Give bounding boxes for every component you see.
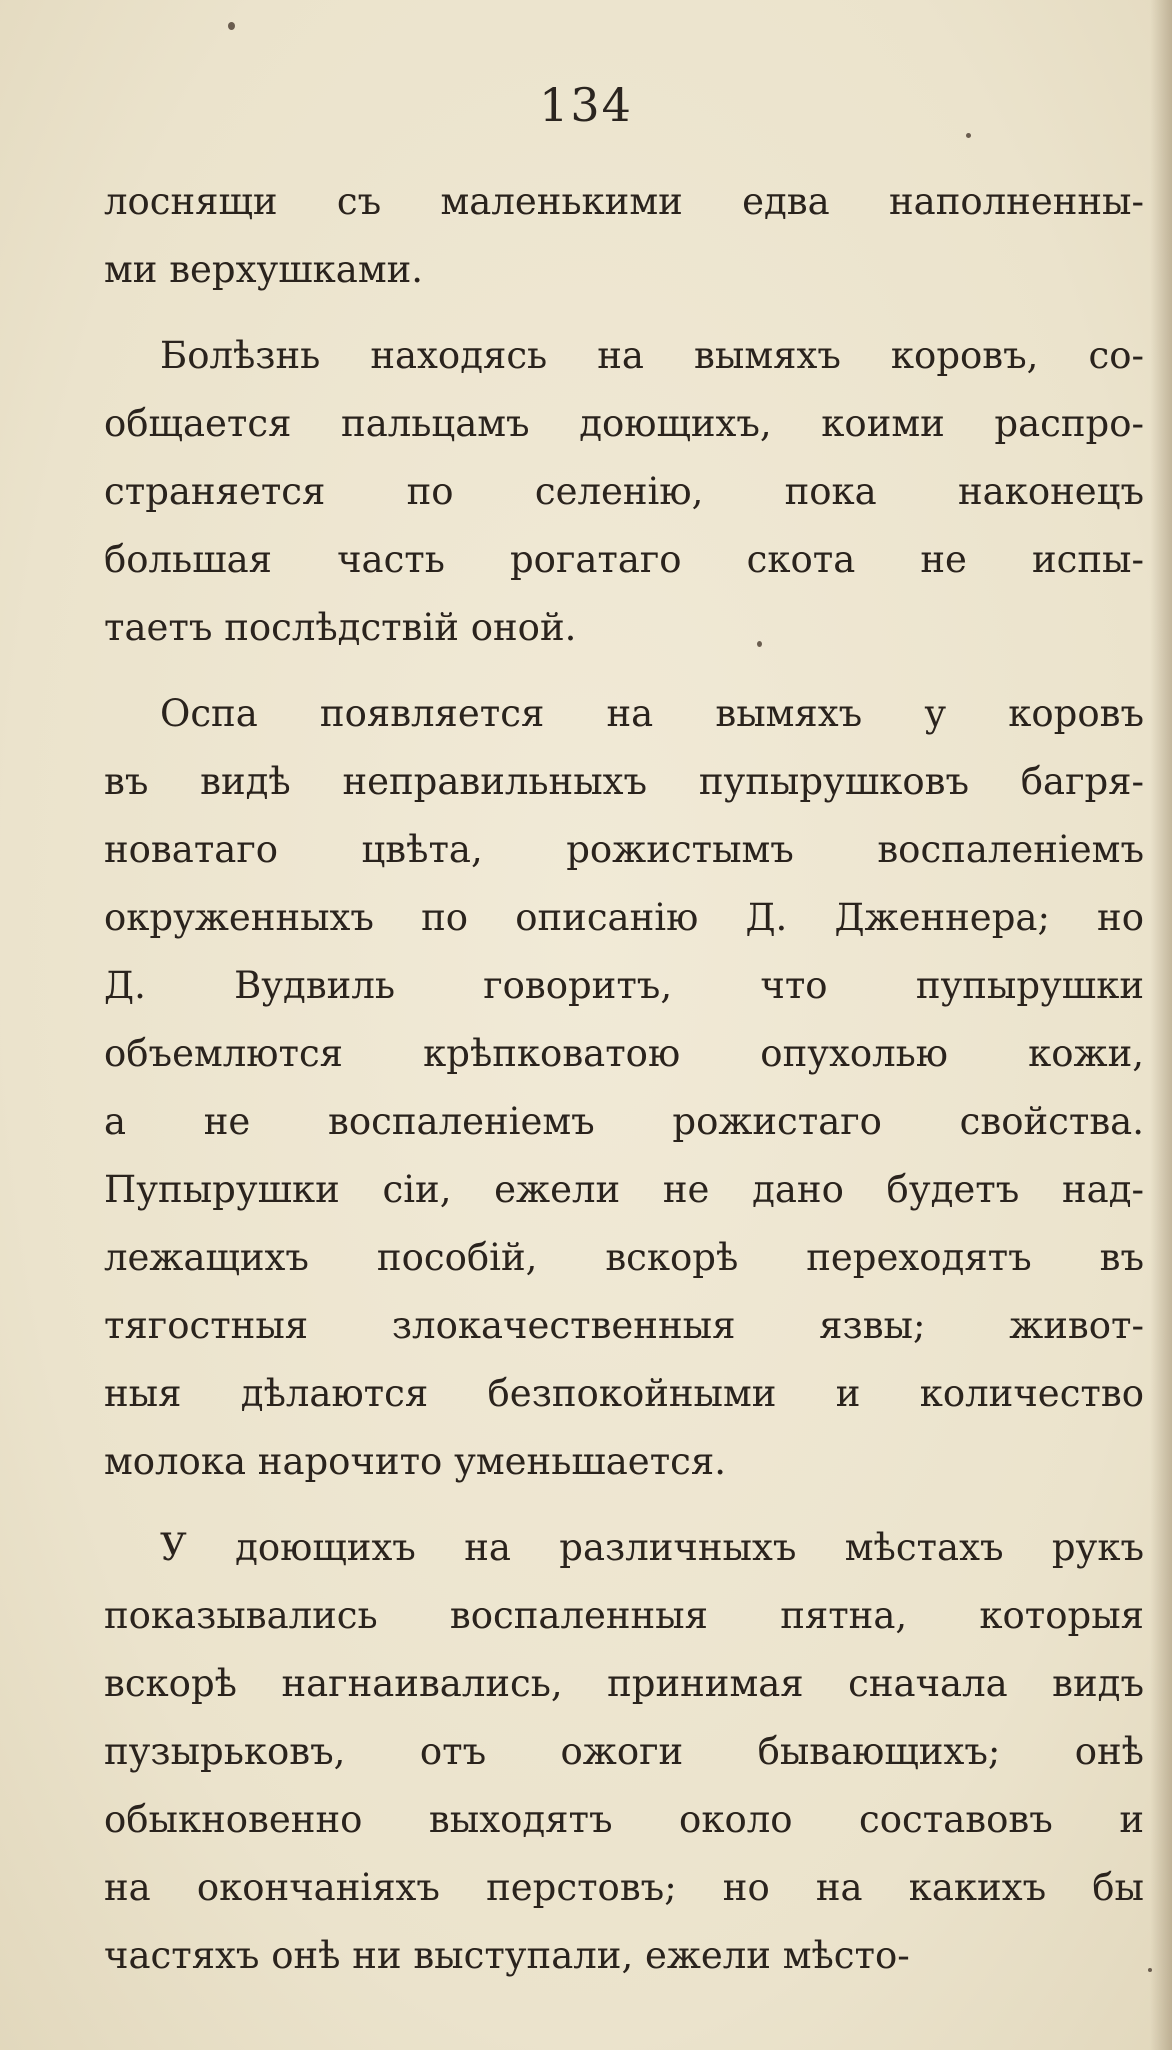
text-line: новатаго цвѣта, рожистымъ воспаленіемъ — [104, 828, 1144, 871]
text-line: У доющихъ на различныхъ мѣстахъ рукъ — [160, 1526, 1144, 1569]
paragraph — [104, 322, 1144, 662]
text-line: большая часть рогатаго скота не испы- — [104, 538, 1144, 581]
text-line: Пупырушки сіи, ежели не дано будетъ над- — [104, 1168, 1144, 1211]
paper-speck — [228, 22, 235, 30]
text-line: общается пальцамъ доющихъ, коими распро- — [104, 402, 1144, 445]
paragraph-gap — [104, 304, 1144, 322]
text-line: вскорѣ нагнаивались, принимая сначала видъ — [104, 1662, 1144, 1705]
text-line: ми верхушками. — [104, 248, 424, 291]
text-line: Оспа появляется на вымяхъ у коровъ — [160, 692, 1144, 735]
paragraph — [104, 168, 1144, 304]
paragraph — [104, 1514, 1144, 1990]
body-text — [104, 168, 1144, 1990]
page-number: 134 — [539, 78, 633, 132]
text-line: страняется по селенію, пока наконецъ — [104, 470, 1144, 513]
paragraph-gap — [104, 1496, 1144, 1514]
text-line: тягостныя злокачественныя язвы; живот- — [104, 1304, 1144, 1347]
text-line: пузырьковъ, отъ ожоги бывающихъ; онѣ — [104, 1730, 1144, 1773]
text-line: лоснящи съ маленькими едва наполненны- — [104, 180, 1144, 223]
paragraph — [104, 680, 1144, 1496]
text-line: лежащихъ пособій, вскорѣ переходятъ въ — [104, 1236, 1144, 1279]
text-line: таетъ послѣдствій оной. — [104, 606, 577, 649]
paper-speck — [1148, 1968, 1152, 1972]
page-edge-shadow — [1150, 0, 1172, 2050]
text-line: на окончаніяхъ перстовъ; но на какихъ бы — [104, 1866, 1144, 1909]
paper-speck — [966, 133, 971, 138]
text-line: въ видѣ неправильныхъ пупырушковъ багря- — [104, 760, 1144, 803]
text-line: Д. Вудвиль говоритъ, что пупырушки — [104, 964, 1144, 1007]
text-line: частяхъ онѣ ни выступали, ежели мѣсто- — [104, 1934, 910, 1977]
text-line: окруженныхъ по описанію Д. Дженнера; но — [104, 896, 1144, 939]
text-line: молока нарочито уменьшается. — [104, 1440, 726, 1483]
text-line: ныя дѣлаются безпокойными и количество — [104, 1372, 1144, 1415]
text-line: а не воспаленіемъ рожистаго свойства. — [104, 1100, 1144, 1143]
text-line: объемлются крѣпковатою опухолью кожи, — [104, 1032, 1144, 1075]
text-line: Болѣзнь находясь на вымяхъ коровъ, со- — [160, 334, 1144, 377]
text-line: показывались воспаленныя пятна, которыя — [104, 1594, 1144, 1637]
paragraph-gap — [104, 662, 1144, 680]
text-line: обыкновенно выходятъ около составовъ и — [104, 1798, 1144, 1841]
